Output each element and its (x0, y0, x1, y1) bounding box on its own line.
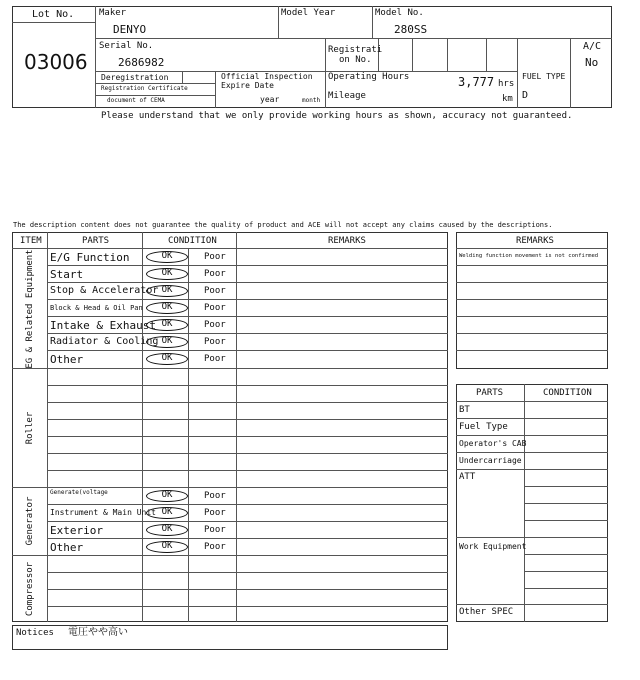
poor-label: Poor (204, 354, 226, 364)
work-equipment-label: Work Equipment (459, 542, 527, 551)
eg-row-label: Other (50, 353, 84, 366)
ac-label: A/C (583, 41, 602, 52)
ok-circle: OK (146, 507, 188, 519)
right-parts-item: BT (459, 405, 470, 415)
poor-label: Poor (204, 269, 226, 279)
col-parts-header: PARTS (82, 236, 110, 246)
fuel-type-label: FUEL TYPE (522, 72, 566, 81)
deregistration-label: Deregistration (101, 73, 169, 82)
registration-label-2: on No. (339, 55, 372, 65)
month-label: month (302, 97, 321, 104)
col-item-header: ITEM (20, 236, 42, 246)
right-parts-item: Fuel Type (459, 422, 508, 432)
col-remarks-header: REMARKS (328, 236, 366, 246)
notices-text: 電圧やや高い (68, 627, 128, 638)
ok-circle: OK (146, 285, 188, 297)
eg-row-label: Start (50, 268, 84, 281)
year-label: year (260, 95, 280, 104)
model-year-label: Model Year (281, 8, 336, 18)
km-unit: km (502, 94, 513, 104)
registration-certificate-label: Registration Certificate (101, 85, 188, 92)
hrs-unit: hrs (498, 79, 515, 89)
other-spec-label: Other SPEC (459, 607, 514, 617)
generator-row-label: Other (50, 541, 84, 554)
lot-number: 03006 (24, 50, 88, 74)
operating-hours-label: Operating Hours (328, 72, 410, 82)
poor-label: Poor (204, 303, 226, 313)
ok-circle: OK (146, 490, 188, 502)
ok-circle: OK (146, 302, 188, 314)
poor-label: Poor (204, 252, 226, 262)
inspection-label-1: Official Inspection (221, 72, 313, 81)
compressor-section-label: Compressor (25, 561, 35, 617)
operating-hours-value: 3,777 (458, 75, 495, 89)
ok-circle: OK (146, 319, 188, 331)
ok-circle: OK (146, 524, 188, 536)
eg-row-label: E/G Function (50, 251, 130, 264)
ok-circle: OK (146, 251, 188, 263)
notices-label: Notices (16, 628, 54, 638)
eg-section-label: EG & Related Equipment (25, 249, 35, 369)
lot-label: Lot No. (32, 9, 75, 20)
cema-document-label: document of CEMA (107, 97, 165, 104)
poor-label: Poor (204, 320, 226, 330)
eg-row-label: Block & Head & Oil Pan (50, 304, 143, 312)
generator-row-label: Generate(voltage (50, 489, 108, 496)
ac-value: No (585, 56, 599, 69)
eg-row-label: Radiator & Cooling (50, 336, 159, 347)
mileage-label: Mileage (328, 91, 366, 101)
eg-row-label: Intake & Exhaust (50, 319, 156, 332)
registration-label-1: Registrati (328, 45, 383, 55)
col-condition-header: CONDITION (168, 236, 217, 246)
disclaimer-text: The description content does not guarantee the quality of product and ACE will not accept any claims caused by the descriptions. (13, 221, 553, 229)
ok-circle: OK (146, 353, 188, 365)
ok-circle: OK (146, 336, 188, 348)
right-parts-item: Operator's CAB (459, 439, 527, 448)
generator-row-label: Exterior (50, 524, 103, 537)
right-parts-header: PARTS (476, 388, 504, 398)
poor-label: Poor (204, 542, 226, 552)
serial-label: Serial No. (99, 41, 154, 51)
poor-label: Poor (204, 337, 226, 347)
ok-circle: OK (146, 268, 188, 280)
right-parts-item: Undercarriage (459, 456, 522, 465)
maker-value: DENYO (113, 23, 147, 36)
poor-label: Poor (204, 525, 226, 535)
ok-circle: OK (146, 541, 188, 553)
hours-accuracy-note: Please understand that we only provide working hours as shown, accuracy not guaranteed. (101, 111, 573, 121)
poor-label: Poor (204, 491, 226, 501)
generator-section-label: Generator (25, 496, 35, 546)
generator-row-label: Instrument & Main Unit (50, 508, 156, 517)
roller-section-label: Roller (25, 411, 35, 445)
eg-row-label: Stop & Accelerator (50, 285, 159, 296)
right-parts-item: ATT (459, 472, 476, 482)
model-no-label: Model No. (375, 8, 424, 18)
maker-label: Maker (99, 8, 127, 18)
poor-label: Poor (204, 508, 226, 518)
poor-label: Poor (204, 286, 226, 296)
model-no-value: 280SS (394, 23, 428, 36)
right-remarks-first: Welding function movement is not confirmed (459, 253, 599, 259)
right-remarks-header: REMARKS (516, 236, 554, 246)
inspection-label-2: Expire Date (221, 81, 274, 90)
serial-value: 2686982 (118, 56, 165, 69)
right-condition-header: CONDITION (543, 388, 592, 398)
fuel-type-value: D (522, 90, 529, 101)
